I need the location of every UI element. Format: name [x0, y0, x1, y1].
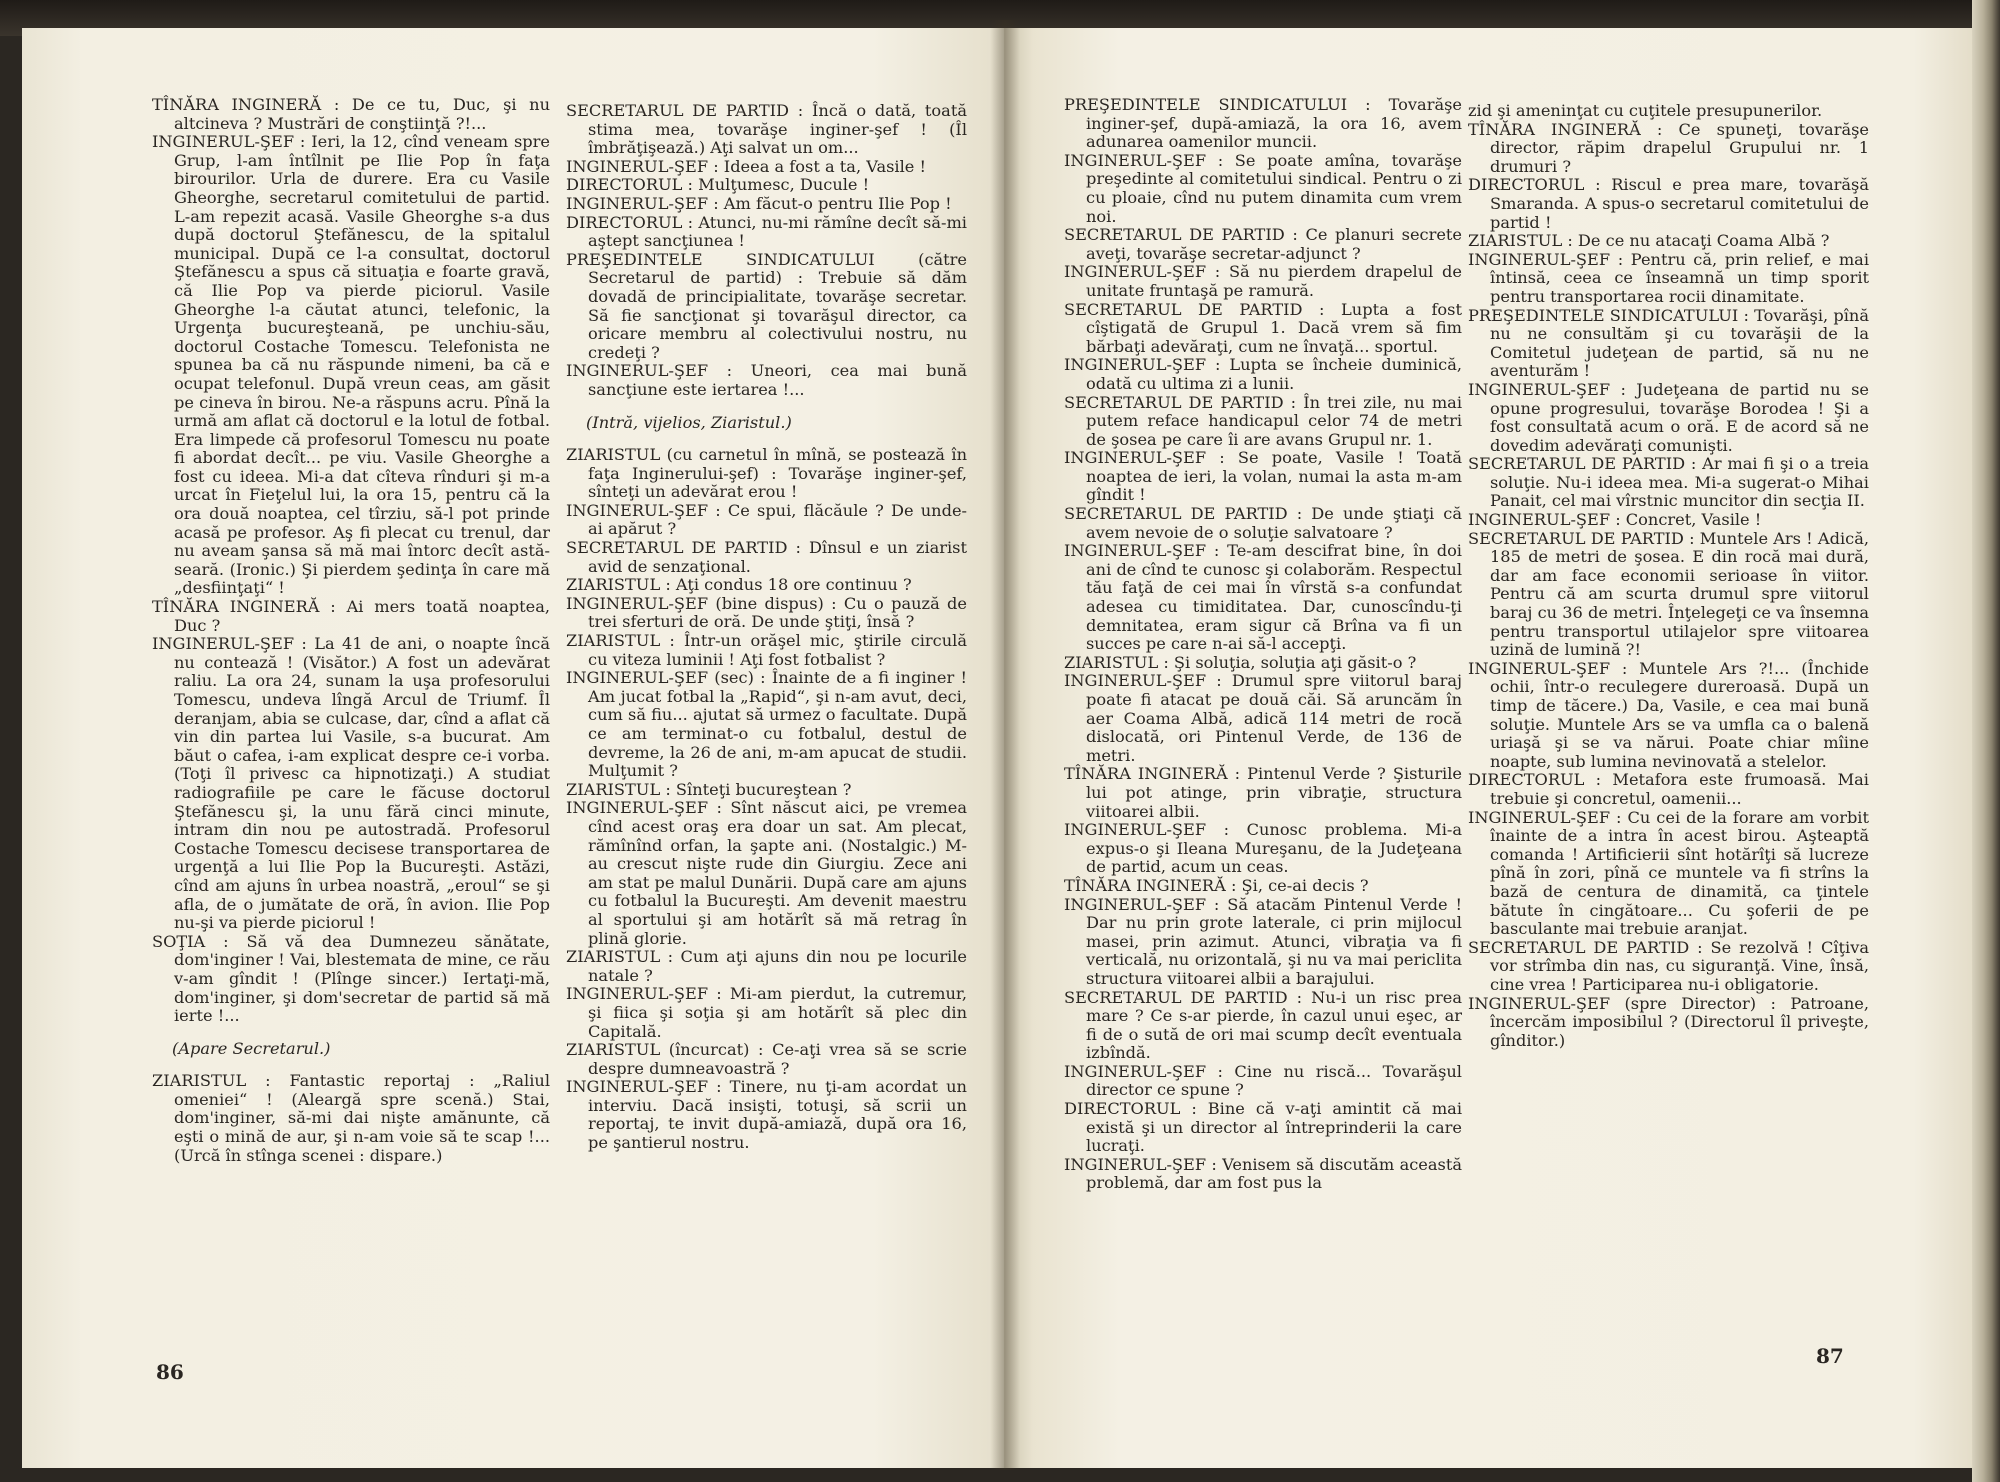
- page-number-right: 87: [1816, 1344, 1844, 1368]
- dialogue-paragraph: PREŞEDINTELE SINDICATULUI : Tovarăşi, pînă nu ne consultăm şi cu tovarăşii de la Comitetul judeţean de partid, să nu ne aventurăm !: [1468, 305, 1869, 381]
- dialogue-paragraph: TÎNĂRA INGINERĂ : De ce tu, Duc, şi nu altcineva ? Mustrări de conştiinţă ?!...: [152, 95, 550, 133]
- dialogue-paragraph: TÎNĂRA INGINERĂ : Ce spuneţi, tovarăşe director, răpim drapelul Grupului nr. 1 drumuri ?: [1468, 119, 1869, 176]
- dialogue-paragraph: INGINERUL-ŞEF : Drumul spre viitorul baraj poate fi atacat pe două căi. Să aruncăm în aer Coama Albă, adică 114 metri de rocă dislocată, ori Pintenul Verde, de 136 de metri.: [1064, 671, 1462, 765]
- dialogue-paragraph: ZIARISTUL : Sînteţi bucureştean ?: [566, 779, 852, 799]
- dialogue-paragraph: INGINERUL-ŞEF : Cu cei de la forare am vorbit înainte de a intra în acest birou. Aşteaptă comanda ! Artificierii sînt hotărîţi să lucreze pînă în zori, pînă ce muntele va fi strîns la bază de centura de dinamită, ca ţintele bătute în cingătoare... Cu şoferii de pe basculante mai trebuie aranjat.: [1468, 807, 1869, 939]
- dialogue-paragraph: INGINERUL-ŞEF : Am făcut-o pentru Ilie Pop !: [566, 193, 952, 213]
- dialogue-paragraph: ZIARISTUL : Într-un orăşel mic, ştirile circulă cu viteza luminii ! Aţi fost fotbalist ?: [566, 631, 967, 669]
- dialogue-paragraph: zid şi ameninţat cu cuţitele presupunerilor.: [1468, 101, 1823, 120]
- dialogue-paragraph: SECRETARUL DE PARTID : Muntele Ars ! Adică, 185 de metri de şosea. E din rocă mai dură, dar am face economii serioase în viitor. Pentru că am scurta drumul spre viitorul baraj cu 36 de metri. Înţelegeţi ce va însemna pentru transportul utilajelor spre viitoarea uzină de lumină ?!: [1468, 528, 1869, 660]
- dialogue-paragraph: DIRECTORUL : Metafora este frumoasă. Mai trebuie şi concretul, oamenii...: [1468, 770, 1869, 808]
- dialogue-paragraph: INGINERUL-ŞEF : Judeţeana de partid nu se opune progresului, tovarăşe Borodea ! Şi a fost consultată acum o oră. E de acord să ne dovedim adevăraţi comunişti.: [1468, 379, 1869, 455]
- dialogue-paragraph: ZIARISTUL : Şi soluţia, soluţia aţi găsit-o ?: [1064, 652, 1417, 672]
- dialogue-paragraph: INGINERUL-ŞEF : Sînt născut aici, pe vremea cînd acest oraş era doar un sat. Am plecat, rămînînd orfan, la şapte ani. (Nostalgic.) M-au crescut nişte rude din Giurgiu. Zece ani am stat pe malul Dunării. După care am ajuns cu fotbalul la Bucureşti. Am devenit maestru al sportului şi am hotărît să mă retrag în plină glorie.: [566, 798, 967, 948]
- dialogue-paragraph: SECRETARUL DE PARTID : Ce planuri secrete aveţi, tovarăşe secretar-adjunct ?: [1064, 225, 1462, 263]
- dialogue-paragraph: INGINERUL-ŞEF (sec) : Înainte de a fi inginer ! Am jucat fotbal la „Rapid“, şi n-am avut, deci, cum să fiu... ajutat să urmez o facultate. După ce am terminat-o cu fotbalul, destul de devreme, la 26 de ani, m-am apucat de studii. Mulţumit ?: [566, 668, 967, 781]
- book-gutter: [990, 20, 1020, 1470]
- stage-direction: (Intră, vijelios, Ziaristul.): [586, 412, 792, 432]
- dialogue-paragraph: PREŞEDINTELE SINDICATULUI (către Secretarul de partid) : Trebuie să dăm dovadă de principialitate, tovarăşe secretar. Să fie sancţionat şi tovarăşul director, ca oricare membru al colectivului nostru, nu credeţi ?: [566, 249, 967, 362]
- dialogue-paragraph: TÎNĂRA INGINERĂ : Pintenul Verde ? Şisturile lui pot atinge, prin vibraţie, structura viitoarei albii.: [1064, 764, 1462, 821]
- book-edge-right: [1972, 0, 2000, 1482]
- dialogue-paragraph: INGINERUL-ŞEF : Concret, Vasile !: [1468, 510, 1762, 530]
- dialogue-paragraph: SECRETARUL DE PARTID : De unde ştiaţi că avem nevoie de o soluţie salvatoare ?: [1064, 504, 1462, 542]
- dialogue-paragraph: INGINERUL-ŞEF : Te-am descifrat bine, în doi ani de cînd te cunosc şi colaborăm. Respectul tău faţă de cei mai în vîrstă s-a confundat adesea cu timiditatea. Dar, cunoscîndu-ţi demnitatea, eram sigur că Brîna va fi un succes pe care n-ai să-l accepţi.: [1064, 541, 1462, 654]
- dialogue-paragraph: INGINERUL-ŞEF : Se poate amîna, tovarăşe preşedinte al comitetului sindical. Pentru o zi cu ploaie, cînd nu putem dinamita cum vrem noi.: [1064, 150, 1462, 226]
- dialogue-paragraph: SECRETARUL DE PARTID : Încă o dată, toată stima mea, tovarăşe inginer-şef ! (Îl îmbrăţişează.) Aţi salvat un om...: [566, 101, 967, 158]
- dialogue-paragraph: DIRECTORUL : Mulţumesc, Ducule !: [566, 175, 870, 195]
- left-page-column-2: [566, 102, 967, 1153]
- dialogue-paragraph: INGINERUL-ŞEF : Să nu pierdem drapelul de unitate fruntaşă pe ramură.: [1064, 262, 1462, 300]
- dialogue-paragraph: DIRECTORUL : Bine că v-aţi amintit că mai există şi un director al întreprinderii la care lucraţi.: [1064, 1099, 1462, 1156]
- dialogue-paragraph: INGINERUL-ŞEF : Cine nu riscă... Tovarăşul director ce spune ?: [1064, 1061, 1462, 1100]
- dialogue-paragraph: SECRETARUL DE PARTID : Nu-i un risc prea mare ? Ce s-ar pierde, în cazul unui eşec, ar fi de o sută de ori mai scump decît eventuala izbîndă.: [1064, 987, 1462, 1063]
- dialogue-paragraph: INGINERUL-ŞEF : Uneori, cea mai bună sancţiune este iertarea !...: [566, 361, 967, 399]
- page-number-left: 86: [156, 1360, 184, 1384]
- dialogue-paragraph: ZIARISTUL : Cum aţi ajuns din nou pe locurile natale ?: [566, 947, 967, 985]
- dialogue-paragraph: ZIARISTUL : De ce nu atacaţi Coama Albă ?: [1468, 231, 1830, 251]
- dialogue-paragraph: INGINERUL-ŞEF : Ideea a fost a ta, Vasile !: [566, 156, 926, 176]
- dialogue-paragraph: SECRETARUL DE PARTID : Se rezolvă ! Cîţiva vor strîmba din nas, cu siguranţă. Vine, însă, cine vrea ! Participarea nu-i obligatorie.: [1468, 937, 1869, 994]
- stage-direction: (Apare Secretarul.): [172, 1038, 331, 1058]
- dialogue-paragraph: INGINERUL-ŞEF (bine dispus) : Cu o pauză de trei sferturi de oră. De unde ştiţi, însă ?: [566, 593, 967, 632]
- dialogue-paragraph: DIRECTORUL : Atunci, nu-mi rămîne decît să-mi aştept sancţiunea !: [566, 212, 967, 251]
- dialogue-paragraph: INGINERUL-ŞEF : La 41 de ani, o noapte încă nu contează ! (Visător.) A fost un adevărat raliu. La ora 24, sunam la uşa profesorului Tomescu, undeva lîngă Arcul de Triumf. Îl deranjam, abia se culcase, dar, cînd a aflat că vin din partea lui Vasile, s-a bucurat. Am băut o cafea, i-am explicat despre ce-i vorba. (Toţi îl privesc ca hipnotizaţi.) A studiat radiografiile pe care le făcuse doctorul Ştefănescu şi, la unu fără cinci minute, intram din nou pe autostradă. Profesorul Costache Tomescu decisese transportarea de urgenţă a lui Ilie Pop la Bucureşti. Astăzi, cînd am ajuns în urbea noastră, „eroul“ se şi afla, de o jumătate de oră, în avion. Ilie Pop nu-şi va pierde piciorul !: [152, 634, 550, 933]
- right-page-column-1: [1064, 96, 1462, 1193]
- dialogue-paragraph: INGINERUL-ŞEF : Se poate, Vasile ! Toată noaptea de ieri, la volan, numai la asta m-am gîndit !: [1064, 448, 1462, 505]
- dialogue-paragraph: INGINERUL-ŞEF : Venisem să discutăm această problemă, dar am fost pus la: [1064, 1154, 1462, 1193]
- dialogue-paragraph: TÎNĂRA INGINERĂ : Şi, ce-ai decis ?: [1064, 875, 1369, 895]
- dialogue-paragraph: INGINERUL-ŞEF : Muntele Ars ?!... (Închide ochii, într-o reculegere dureroasă. După un timp de tăcere.) Da, Vasile, e cea mai bună soluţie. Muntele Ars se va umfla ca o balenă uriaşă şi se va nărui. Poate chiar mîine noapte, sub lumina nevinovată a stelelor.: [1468, 658, 1869, 771]
- dialogue-paragraph: INGINERUL-ŞEF : Să atacăm Pintenul Verde ! Dar nu prin grote laterale, ci prin mijlocul masei, prin azimut. Atunci, vibraţia va fi verticală, nu orizontală, şi nu va mai periclita structura viitoarei albii a barajului.: [1064, 894, 1462, 988]
- dialogue-paragraph: SECRETARUL DE PARTID : În trei zile, nu mai putem reface handicapul celor 74 de metri de şosea pe care îi are avans Grupul nr. 1.: [1064, 392, 1462, 449]
- dialogue-paragraph: ZIARISTUL : Fantastic reportaj : „Raliul omeniei“ ! (Aleargă spre scenă.) Stai, dom'inginer, să-mi dai nişte amănunte, că eşti o mină de aur, şi n-am voie să te scap !... (Urcă în stînga scenei : dispare.): [152, 1071, 550, 1165]
- right-page: [1004, 28, 1972, 1468]
- dialogue-paragraph: TÎNĂRA INGINERĂ : Ai mers toată noaptea, Duc ?: [152, 597, 550, 635]
- dialogue-paragraph: INGINERUL-ŞEF : Tinere, nu ţi-am acordat un interviu. Dacă insişti, totuşi, să scrii un reportaj, te invit după-amiază, după ora 16, pe şantierul nostru.: [566, 1077, 967, 1153]
- dialogue-paragraph: SECRETARUL DE PARTID : Ar mai fi şi o a treia soluţie. Nu-i ideea mea. Mi-a sugerat-o Mihai Panait, cel mai vîrstnic muncitor din secţia II.: [1468, 454, 1869, 511]
- dialogue-paragraph: INGINERUL-ŞEF (spre Director) : Patroane, încercăm imposibilul ? (Directorul îl priveşte, gînditor.): [1468, 993, 1869, 1050]
- dialogue-paragraph: ZIARISTUL (încurcat) : Ce-aţi vrea să se scrie despre dumneavoastră ?: [566, 1040, 967, 1078]
- dialogue-paragraph: INGINERUL-ŞEF : Mi-am pierdut, la cutremur, şi fiica şi soţia şi am hotărît să plec din Capitală.: [566, 984, 967, 1041]
- left-page-column-1: [152, 96, 550, 1165]
- dialogue-paragraph: INGINERUL-ŞEF : Cunosc problema. Mi-a expus-o şi Ileana Mureşanu, de la Judeţeana de partid, acum un ceas.: [1064, 820, 1462, 877]
- dialogue-paragraph: INGINERUL-ŞEF : Ieri, la 12, cînd veneam spre Grup, l-am întîlnit pe Ilie Pop în faţa birourilor. Urla de durere. Era cu Vasile Gheorghe, secretarul comitetului de partid. L-am repezit acasă. Vasile Gheorghe s-a dus după doctorul Ştefănescu, de la spitalul municipal. După ce l-a consultat, doctorul Ştefănescu a spus că situaţia e foarte gravă, că Ilie Pop va pierde piciorul. Vasile Gheorghe l-a căutat atunci, telefonic, la Urgenţa bucureşteană, pe unchiu-său, doctorul Costache Tomescu. Telefonista ne spunea ba că nu răspunde nimeni, ba că e ocupat telefonul. După vreun ceas, am găsit pe cineva în birou. Ne-a răspuns acru. Pînă la urmă am aflat că doctorul e la lotul de fotbal. Era limpede că profesorul Tomescu nu poate fi abordat decît... pe viu. Vasile Gheorghe a fost cu ideea. Mi-a dat cîteva rînduri şi m-a urcat în Fieţelul lui, la ora 15, pentru că la ora două noaptea, cel tîrziu, să-l pot prinde acasă pe profesor. Aş fi plecat cu trenul, dar nu aveam şansa să mă mai întorc decît astă-seară. (Ironic.) Şi pierdem şedinţa în care mă „desfiinţaţi“ !: [152, 132, 550, 598]
- dialogue-paragraph: ZIARISTUL : Aţi condus 18 ore continuu ?: [566, 575, 912, 595]
- right-page-column-2: [1468, 102, 1869, 1050]
- dialogue-paragraph: SECRETARUL DE PARTID : Dînsul e un ziarist avid de senzaţional.: [566, 538, 967, 576]
- left-page: [22, 28, 1022, 1468]
- dialogue-paragraph: ZIARISTUL (cu carnetul în mînă, se postează în faţa Inginerului-şef) : Tovarăşe inginer-şef, sînteţi un adevărat erou !: [566, 445, 967, 502]
- dialogue-paragraph: DIRECTORUL : Riscul e prea mare, tovarăşă Smaranda. A spus-o secretarul comitetului de partid !: [1468, 175, 1869, 232]
- dialogue-paragraph: PREŞEDINTELE SINDICATULUI : Tovarăşe inginer-şef, după-amiază, la ora 16, avem adunarea oamenilor muncii.: [1064, 95, 1462, 152]
- dialogue-paragraph: SECRETARUL DE PARTID : Lupta a fost cîştigată de Grupul 1. Dacă vrem să fim bărbaţi adevăraţi, cum ne învaţă... sportul.: [1064, 299, 1462, 356]
- dialogue-paragraph: INGINERUL-ŞEF : Pentru că, prin relief, e mai întinsă, ceea ce înseamnă un timp sporit pentru transportarea rocii dinamitate.: [1468, 249, 1869, 306]
- dialogue-paragraph: INGINERUL-ŞEF : Lupta se încheie duminică, odată cu ultima zi a lunii.: [1064, 355, 1462, 393]
- dialogue-paragraph: INGINERUL-ŞEF : Ce spui, flăcăule ? De unde-ai apărut ?: [566, 500, 967, 539]
- dialogue-paragraph: SOŢIA : Să vă dea Dumnezeu sănătate, dom'inginer ! Vai, blestemata de mine, ce rău v-am gîndit ! (Plînge sincer.) Iertaţi-mă, dom'inginer, şi dom'secretar de partid să mă ierte !...: [152, 931, 550, 1026]
